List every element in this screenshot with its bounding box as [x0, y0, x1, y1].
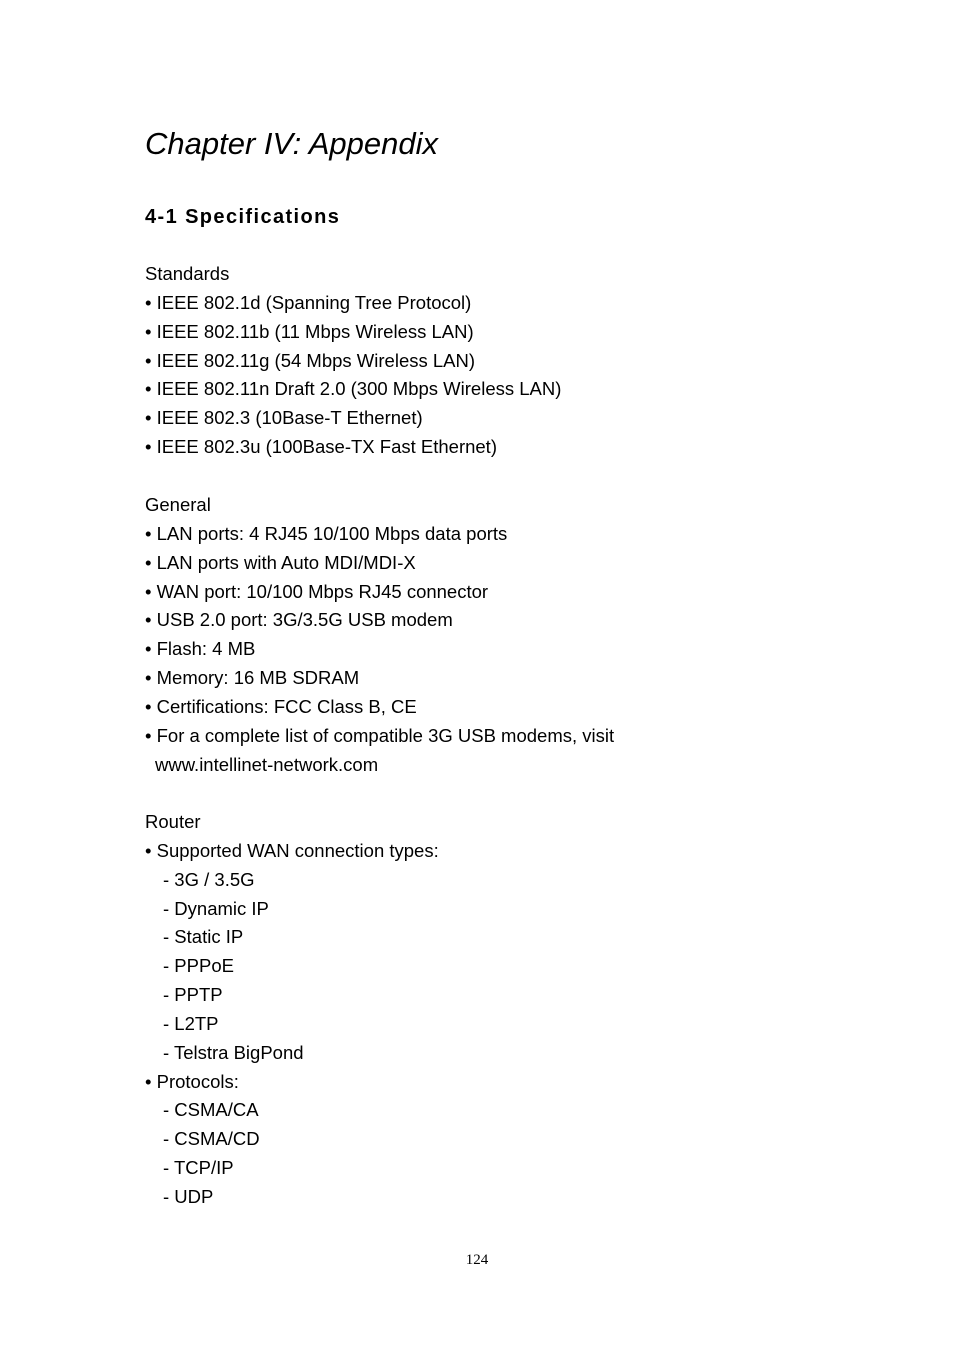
wan-type-item: - Static IP — [163, 926, 244, 948]
protocol-item: - TCP/IP — [163, 1157, 234, 1179]
standards-item: • IEEE 802.11b (11 Mbps Wireless LAN) — [145, 320, 474, 342]
standards-item: • IEEE 802.1d (Spanning Tree Protocol) — [145, 291, 472, 313]
general-section — [145, 491, 614, 779]
protocol-item: - CSMA/CD — [163, 1128, 260, 1150]
page-number: 124 — [465, 1252, 489, 1268]
chapter-title: Chapter IV: Appendix — [145, 126, 438, 161]
protocols-label: • Protocols: — [145, 1070, 239, 1092]
wan-types-label: • Supported WAN connection types: — [145, 839, 439, 861]
general-item: • USB 2.0 port: 3G/3.5G USB modem — [145, 609, 453, 631]
standards-item: • IEEE 802.11g (54 Mbps Wireless LAN) — [145, 349, 476, 371]
general-item: • Flash: 4 MB — [145, 638, 256, 660]
router-section — [145, 808, 439, 1212]
wan-type-item: - Telstra BigPond — [163, 1041, 304, 1063]
general-item: • Certifications: FCC Class B, CE — [145, 695, 417, 717]
wan-type-item: - PPPoE — [163, 955, 234, 977]
router-heading: Router — [145, 811, 201, 832]
standards-heading: Standards — [145, 263, 230, 284]
general-item: • LAN ports with Auto MDI/MDI-X — [145, 551, 416, 573]
general-item: • Memory: 16 MB SDRAM — [145, 667, 360, 689]
general-item: • WAN port: 10/100 Mbps RJ45 connector — [145, 580, 489, 602]
section-heading: 4-1 Specifications — [145, 206, 341, 228]
wan-type-item: - 3G / 3.5G — [163, 868, 255, 890]
standards-item: • IEEE 802.3 (10Base-T Ethernet) — [145, 407, 423, 429]
wan-type-item: - PPTP — [163, 984, 223, 1006]
general-heading: General — [145, 494, 211, 515]
wan-type-item: - L2TP — [163, 1012, 219, 1034]
protocol-item: - UDP — [163, 1185, 214, 1207]
general-item: • LAN ports: 4 RJ45 10/100 Mbps data ports — [145, 522, 508, 544]
standards-item: • IEEE 802.3u (100Base-TX Fast Ethernet) — [145, 436, 497, 458]
standards-section — [145, 260, 561, 462]
general-item: • For a complete list of compatible 3G USB modems, visit — [145, 724, 615, 746]
protocol-item: - CSMA/CA — [163, 1099, 259, 1121]
standards-item: • IEEE 802.11n Draft 2.0 (300 Mbps Wireless LAN) — [145, 378, 562, 400]
wan-type-item: - Dynamic IP — [163, 897, 269, 919]
website-link-text: www.intellinet-network.com — [155, 753, 379, 775]
